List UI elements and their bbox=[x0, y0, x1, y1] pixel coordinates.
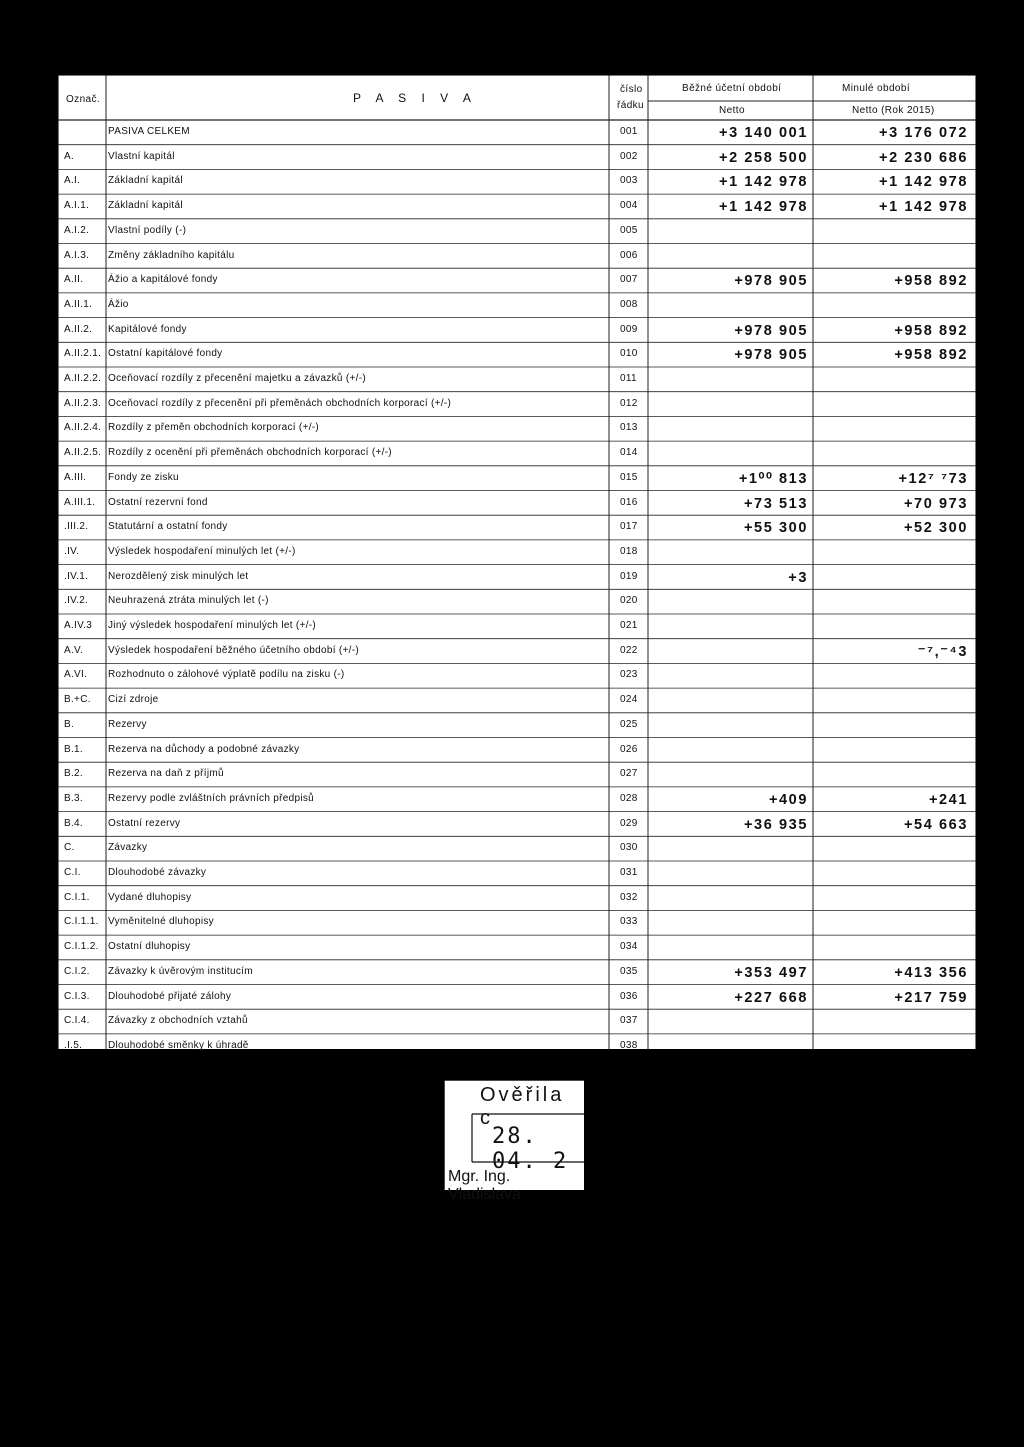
row-label: Rozdíly z přeměn obchodních korporací (+/-) bbox=[108, 422, 320, 434]
row-current-value: +3 bbox=[788, 569, 808, 586]
row-code: C.I.1. bbox=[64, 891, 90, 903]
row-code: B.+C. bbox=[64, 694, 91, 706]
row-previous-value: +217 759 bbox=[894, 989, 968, 1006]
row-code: A. bbox=[64, 150, 75, 162]
row-line-number: 007 bbox=[620, 274, 638, 286]
row-line-number: 035 bbox=[620, 965, 638, 977]
row-current-value: +3 140 001 bbox=[719, 125, 808, 141]
row-code: C.I. bbox=[64, 867, 81, 878]
row-line-number: 022 bbox=[620, 644, 638, 656]
row-label: Závazky z obchodních vztahů bbox=[108, 1015, 248, 1027]
row-label: Dlouhodobé přijaté zálohy bbox=[108, 990, 232, 1002]
row-code: B.4. bbox=[64, 817, 83, 829]
row-line-number: 013 bbox=[620, 422, 638, 434]
row-current-value: +978 905 bbox=[734, 322, 808, 339]
row-label: Závazky bbox=[108, 842, 148, 854]
header-minule-obdobi: Minulé období bbox=[842, 83, 911, 94]
row-previous-value: +958 892 bbox=[894, 347, 968, 364]
row-label: Závazky k úvěrovým institucím bbox=[108, 965, 253, 977]
table-gridlines bbox=[58, 75, 976, 1049]
row-code: A.V. bbox=[64, 644, 84, 656]
row-label: Oceňovací rozdíly z přecenění majetku a závazků (+/-) bbox=[108, 373, 366, 384]
row-line-number: 019 bbox=[620, 570, 638, 582]
row-label: Základní kapitál bbox=[108, 200, 183, 212]
row-line-number: 030 bbox=[620, 842, 638, 854]
row-code: .IV.2. bbox=[64, 595, 89, 607]
row-line-number: 010 bbox=[620, 348, 638, 360]
row-code: B. bbox=[64, 718, 75, 730]
row-label: Ostatní dluhopisy bbox=[108, 941, 191, 953]
row-line-number: 014 bbox=[620, 447, 638, 459]
row-label: Rezervy podle zvláštních právních předpisů bbox=[108, 792, 315, 804]
row-line-number: 012 bbox=[620, 397, 638, 409]
row-label: Vydané dluhopisy bbox=[108, 891, 192, 903]
header-bezne-obdobi: Běžné účetní období bbox=[682, 83, 782, 94]
row-code: B.2. bbox=[64, 768, 83, 780]
row-previous-value: +413 356 bbox=[894, 964, 968, 981]
row-current-value: +2 258 500 bbox=[719, 149, 808, 166]
header-radku: řádku bbox=[617, 100, 645, 111]
row-current-value: +1 142 978 bbox=[719, 199, 808, 216]
row-label: Neuhrazená ztráta minulých let (-) bbox=[108, 595, 269, 607]
row-label: Změny základního kapitálu bbox=[108, 249, 235, 261]
row-code: .IV. bbox=[64, 545, 80, 557]
row-code: A.II.2.2. bbox=[64, 373, 102, 384]
row-current-value: +73 513 bbox=[743, 495, 808, 512]
row-current-value: +55 300 bbox=[743, 520, 808, 537]
row-label: Rezervy bbox=[108, 718, 147, 730]
row-line-number: 017 bbox=[620, 521, 638, 533]
row-code: A.II.2.4. bbox=[64, 422, 102, 434]
row-line-number: 018 bbox=[620, 545, 638, 557]
row-line-number: 001 bbox=[620, 126, 638, 137]
row-code: A.I.3. bbox=[64, 249, 90, 261]
row-label: Statutární a ostatní fondy bbox=[108, 521, 228, 533]
row-label: Základní kapitál bbox=[108, 175, 183, 187]
row-label: Rezerva na důchody a podobné závazky bbox=[108, 743, 300, 755]
row-code: C.I.3. bbox=[64, 990, 90, 1002]
row-label: Výsledek hospodaření minulých let (+/-) bbox=[108, 545, 296, 557]
row-code: .III.2. bbox=[64, 521, 89, 533]
row-code: A.III. bbox=[64, 471, 87, 483]
row-current-value: +353 497 bbox=[734, 964, 808, 981]
row-label: Rozhodnuto o zálohové výplatě podílu na zisku (-) bbox=[108, 669, 345, 681]
row-code: .IV.1. bbox=[64, 570, 89, 582]
row-line-number: 008 bbox=[620, 298, 638, 310]
row-line-number: 021 bbox=[620, 620, 638, 631]
row-code: A.I.2. bbox=[64, 224, 90, 236]
row-line-number: 023 bbox=[620, 669, 638, 681]
row-line-number: 034 bbox=[620, 941, 638, 953]
row-code: C. bbox=[64, 842, 75, 854]
row-label: Jiný výsledek hospodaření minulých let (+/-) bbox=[108, 620, 317, 631]
row-label: Ážio bbox=[108, 298, 129, 310]
row-code: B.1. bbox=[64, 743, 83, 755]
row-code: A.III.1. bbox=[64, 496, 96, 508]
row-code: A.II.2. bbox=[64, 323, 93, 335]
row-previous-value: +958 892 bbox=[894, 322, 968, 339]
row-previous-value: +1 142 978 bbox=[879, 174, 968, 191]
row-label: Ostatní rezervní fond bbox=[108, 496, 208, 508]
row-line-number: 025 bbox=[620, 718, 638, 730]
row-current-value: +36 935 bbox=[743, 816, 808, 833]
row-code: C.I.4. bbox=[64, 1015, 90, 1027]
row-label: Kapitálové fondy bbox=[108, 323, 187, 335]
row-code: C.I.1.2. bbox=[64, 941, 99, 953]
row-code: A.II.2.1. bbox=[64, 348, 102, 360]
row-code: C.I.2. bbox=[64, 965, 90, 977]
row-line-number: 038 bbox=[620, 1039, 638, 1051]
row-code: A.II.1. bbox=[64, 298, 93, 310]
row-previous-value: +52 300 bbox=[903, 520, 968, 537]
row-line-number: 002 bbox=[620, 150, 638, 162]
row-label: Nerozdělený zisk minulých let bbox=[108, 570, 249, 582]
row-label: Vlastní podíly (-) bbox=[108, 224, 187, 236]
row-label: Cizí zdroje bbox=[108, 694, 159, 706]
row-line-number: 020 bbox=[620, 595, 638, 607]
stamp-title: Ověřila c bbox=[480, 1084, 565, 1129]
row-label: Rozdíly z ocenění při přeměnách obchodních korporací (+/-) bbox=[108, 447, 392, 459]
row-label: Fondy ze zisku bbox=[108, 471, 179, 483]
row-previous-value: +54 663 bbox=[903, 816, 968, 833]
row-line-number: 003 bbox=[620, 175, 638, 187]
row-line-number: 004 bbox=[620, 200, 638, 212]
header-netto-prev: Netto (Rok 2015) bbox=[852, 105, 935, 116]
row-line-number: 024 bbox=[620, 694, 638, 706]
row-code: .I.5. bbox=[64, 1039, 83, 1051]
row-previous-value: +3 176 072 bbox=[879, 125, 968, 141]
stamp-date: 28. 04. 2 bbox=[492, 1124, 569, 1174]
row-line-number: 005 bbox=[620, 224, 638, 236]
row-label: PASIVA CELKEM bbox=[108, 126, 190, 137]
row-code: A.II.2.3. bbox=[64, 397, 102, 409]
row-label: Rezerva na daň z příjmů bbox=[108, 768, 224, 780]
row-line-number: 029 bbox=[620, 817, 638, 829]
row-current-value: +978 905 bbox=[734, 273, 808, 290]
row-code: A.I. bbox=[64, 175, 81, 187]
row-current-value: +1 142 978 bbox=[719, 174, 808, 191]
row-code: A.IV.3 bbox=[64, 620, 93, 631]
header-oznac: Označ. bbox=[66, 94, 101, 105]
row-line-number: 027 bbox=[620, 768, 638, 780]
row-label: Vyměnitelné dluhopisy bbox=[108, 916, 214, 928]
row-label: Ostatní kapitálové fondy bbox=[108, 348, 223, 360]
row-line-number: 037 bbox=[620, 1015, 638, 1027]
row-label: Dlouhodobé směnky k úhradě bbox=[108, 1039, 249, 1051]
row-code: B.3. bbox=[64, 792, 83, 804]
row-line-number: 009 bbox=[620, 323, 638, 335]
row-label: Ostatní rezervy bbox=[108, 817, 181, 829]
row-line-number: 011 bbox=[620, 373, 637, 384]
row-label: Oceňovací rozdíly z přecenění při přeměnách obchodních korporací (+/-) bbox=[108, 397, 452, 409]
row-line-number: 031 bbox=[620, 867, 638, 878]
row-previous-value: +1 142 978 bbox=[879, 199, 968, 216]
row-previous-value: +2 230 686 bbox=[879, 149, 968, 166]
row-current-value: +1⁰⁰ 813 bbox=[738, 470, 808, 487]
row-current-value: +409 bbox=[768, 791, 808, 808]
row-code: A.II.2.5. bbox=[64, 447, 102, 459]
row-line-number: 026 bbox=[620, 743, 638, 755]
row-code: A.II. bbox=[64, 274, 84, 286]
row-code: C.I.1.1. bbox=[64, 916, 99, 928]
balance-sheet-pasiva bbox=[58, 75, 976, 1049]
header-cislo: číslo bbox=[620, 84, 643, 95]
row-line-number: 036 bbox=[620, 990, 638, 1002]
row-line-number: 033 bbox=[620, 916, 638, 928]
row-current-value: +227 668 bbox=[734, 989, 808, 1006]
header-pasiva: P A S I V A bbox=[353, 91, 477, 105]
stamp-name: Mgr. Ing. Vladislava bbox=[448, 1168, 521, 1203]
row-current-value: +978 905 bbox=[734, 347, 808, 364]
row-code: A.VI. bbox=[64, 669, 88, 681]
row-line-number: 032 bbox=[620, 891, 638, 903]
row-code: A.I.1. bbox=[64, 200, 90, 212]
verification-stamp bbox=[444, 1080, 584, 1203]
row-previous-value: +12⁷ ⁷73 bbox=[898, 470, 968, 487]
header-netto: Netto bbox=[719, 105, 745, 116]
row-label: Dlouhodobé závazky bbox=[108, 867, 207, 878]
row-previous-value: ⁻⁷,⁻⁴3 bbox=[917, 643, 968, 660]
row-previous-value: +241 bbox=[928, 791, 968, 808]
row-label: Vlastní kapitál bbox=[108, 150, 175, 162]
row-previous-value: +958 892 bbox=[894, 273, 968, 290]
row-label: Výsledek hospodaření běžného účetního období (+/-) bbox=[108, 644, 359, 656]
row-line-number: 016 bbox=[620, 496, 638, 508]
row-line-number: 028 bbox=[620, 792, 638, 804]
row-line-number: 015 bbox=[620, 471, 638, 483]
row-line-number: 006 bbox=[620, 249, 638, 261]
row-previous-value: +70 973 bbox=[903, 495, 968, 512]
row-label: Ážio a kapitálové fondy bbox=[108, 274, 218, 286]
